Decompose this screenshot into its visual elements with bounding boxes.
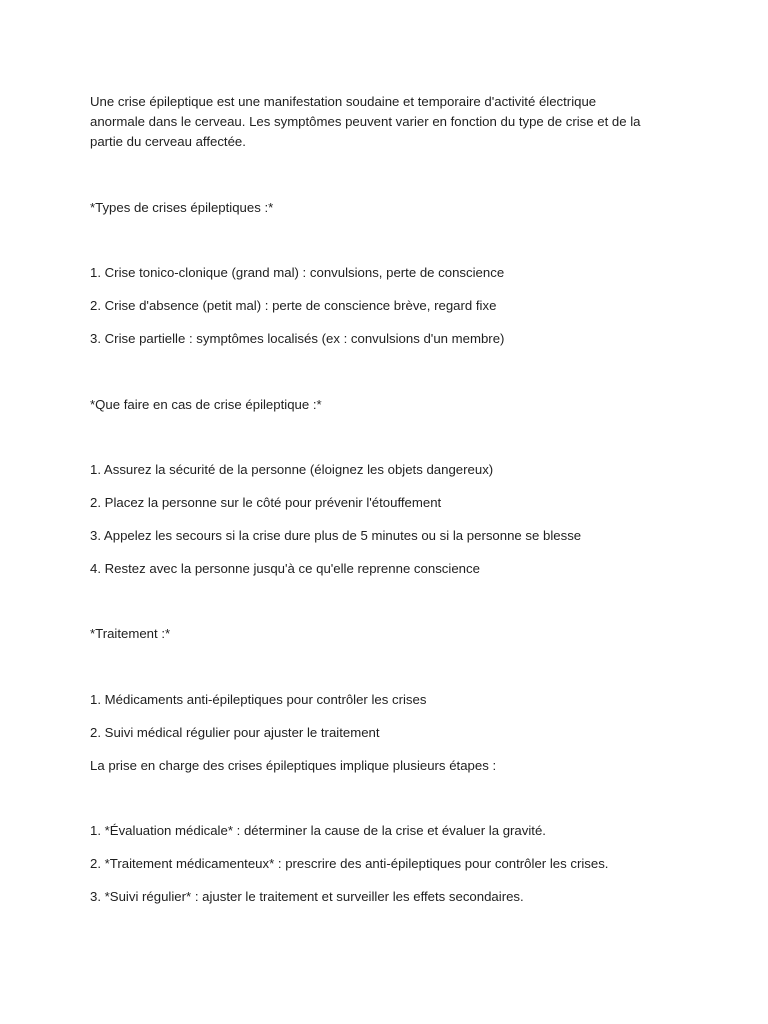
treatment-heading: *Traitement :* <box>90 626 171 641</box>
types-heading: *Types de crises épileptiques :* <box>90 200 274 215</box>
intro-line: partie du cerveau affectée. <box>90 134 246 149</box>
what-to-do-item: 4. Restez avec la personne jusqu'à ce qu'elle reprenne conscience <box>90 561 480 576</box>
what-to-do-heading: *Que faire en cas de crise épileptique :* <box>90 397 322 412</box>
what-to-do-item: 2. Placez la personne sur le côté pour prévenir l'étouffement <box>90 495 442 510</box>
steps-item: 3. *Suivi régulier* : ajuster le traitement et surveiller les effets secondaires. <box>90 889 524 904</box>
what-to-do-item: 1. Assurez la sécurité de la personne (éloignez les objets dangereux) <box>90 462 494 477</box>
types-item: 3. Crise partielle : symptômes localisés (ex : convulsions d'un membre) <box>90 331 505 346</box>
steps-item: 1. *Évaluation médicale* : déterminer la cause de la crise et évaluer la gravité. <box>90 823 546 838</box>
intro-line: Une crise épileptique est une manifestation soudaine et temporaire d'activité électrique <box>90 94 597 109</box>
intro-line: anormale dans le cerveau. Les symptômes peuvent varier en fonction du type de crise et de la <box>90 114 641 129</box>
treatment-item: 1. Médicaments anti-épileptiques pour contrôler les crises <box>90 692 427 707</box>
steps-item: 2. *Traitement médicamenteux* : prescrire des anti-épileptiques pour contrôler les crises. <box>90 856 609 871</box>
treatment-note: La prise en charge des crises épileptiques implique plusieurs étapes : <box>90 758 497 773</box>
what-to-do-item: 3. Appelez les secours si la crise dure plus de 5 minutes ou si la personne se blesse <box>90 528 582 543</box>
intro-paragraph <box>90 92 680 152</box>
types-item: 1. Crise tonico-clonique (grand mal) : convulsions, perte de conscience <box>90 265 505 280</box>
treatment-item: 2. Suivi médical régulier pour ajuster le traitement <box>90 725 380 740</box>
types-item: 2. Crise d'absence (petit mal) : perte de conscience brève, regard fixe <box>90 298 497 313</box>
